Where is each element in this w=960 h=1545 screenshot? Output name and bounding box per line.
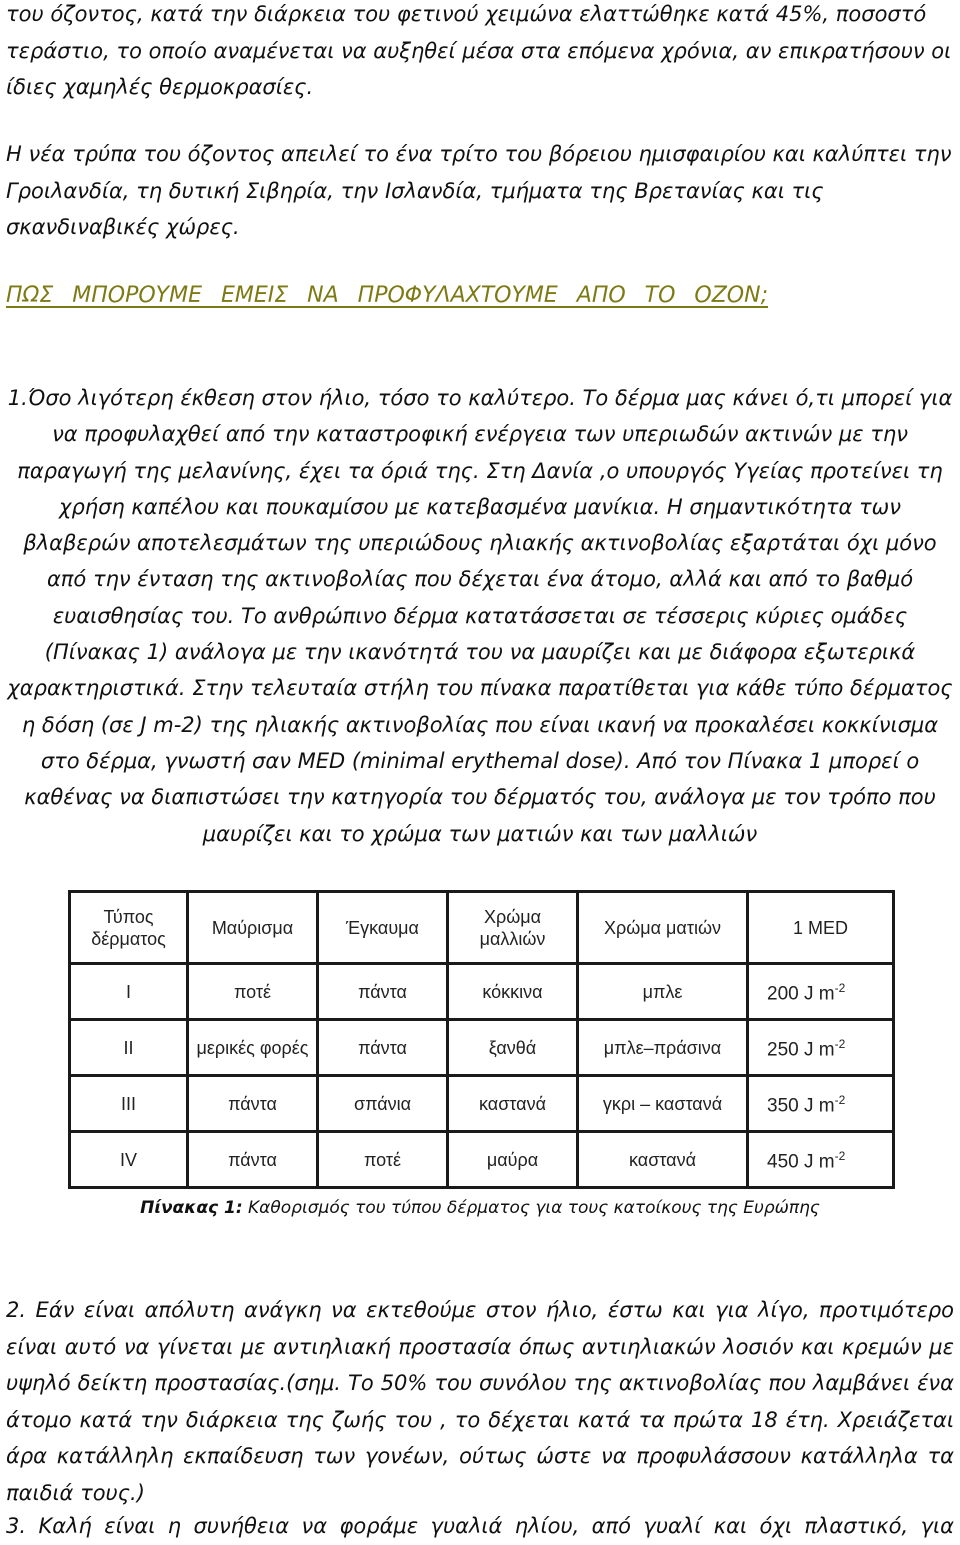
med-exponent: -2: [834, 1037, 846, 1052]
intro-paragraph-1: του όζοντος, κατά την διάρκεια του φετινού χειμώνα ελαττώθηκε κατά 45%, ποσοστό τεράστιο, το οποίο αναμένεται να αυξηθεί μέσα στα επόμενα χρόνια, αν επικρατήσουν οι ίδιες χαμηλές θερμοκρασίες.: [6, 2, 952, 99]
cell-hair-color: καστανά: [448, 1076, 578, 1132]
point-2-paragraph: 2. Εάν είναι απόλυτη ανάγκη να εκτεθούμε στον ήλιο, έστω και για λίγο, προτιμότερο είναι αυτό να γίνεται με αντιηλιακή προστασία όπως αντιηλιακών λοσιόν και κρεμών με υψηλό δείκτη προστασίας.(σημ. Το 50% του συνόλου της ακτινοβολίας που λαμβάνει ένα άτομο κατά την διάρκεια της ζωής του , το δέχεται κατά τα πρώτα 18 έτη. Χρειάζεται άρα κατάλληλη εκπαίδευση των γονέων, ούτως ώστε να προφυλάσσουν κατάλληλα τα παιδιά τους.): [6, 1298, 954, 1505]
med-exponent: -2: [834, 1093, 846, 1108]
med-value: 250 J m: [767, 1039, 835, 1061]
table-caption: [0, 1198, 960, 1218]
table-row: [70, 1132, 894, 1188]
cell-burn: ποτέ: [318, 1132, 448, 1188]
cell-hair-color: μαύρα: [448, 1132, 578, 1188]
cell-skin-type: II: [70, 1020, 188, 1076]
med-exponent: -2: [834, 1149, 846, 1164]
med-value: 350 J m: [767, 1095, 835, 1117]
header-skin-type: Τύπος δέρματος: [70, 892, 188, 964]
point-1-paragraph: 1.Όσο λιγότερη έκθεση στον ήλιο, τόσο το καλύτερο. Το δέρμα μας κάνει ό,τι μπορεί για να προφυλαχθεί από την καταστροφική ενέργεια των υπεριωδών ακτινών με την παραγωγή της μελανίνης, έχει τα όριά της. Στη Δανία ,ο υπουργός Υγείας προτείνει τη χρήση καπέλου και πουκαμίσου με κατεβασμένα μανίκια. Η σημαντικότητα των βλαβερών αποτελεσμάτων της υπεριώδους ηλιακής ακτινοβολίας εξαρτάται όχι μόνο από την ένταση της ακτινοβολίας που δέχεται ένα άτομο, αλλά και από το βαθμό ευαισθησίας του. Το ανθρώπινο δέρμα κατατάσσεται σε τέσσερις κύριες ομάδες (Πίνακας 1) ανάλογα με την ικανότητά του να μαυρίζει και με διάφορα εξωτερικά χαρακτηριστικά. Στην τελευταία στήλη του πίνακα παρατίθεται για κάθε τύπο δέρματος η δόση (σε J m-2) της ηλιακής ακτινοβολίας που είναι ικανή να προκαλέσει κοκκίνισμα στο δέρμα, γνωστή σαν MED (minimal erythemal dose). Από τον Πίνακα 1 μπορεί ο καθένας να διαπιστώσει την κατηγορία του δέρματός του, ανάλογα με τον τρόπο που μαυρίζει και το χρώμα των ματιών και των μαλλιών: [7, 386, 953, 846]
cell-eye-color: μπλε: [578, 964, 748, 1020]
cell-med: [748, 1020, 894, 1076]
table-row: [70, 964, 894, 1020]
cell-med: [748, 964, 894, 1020]
med-value: 200 J m: [767, 983, 835, 1005]
header-tanning: Μαύρισμα: [188, 892, 318, 964]
cell-med: [748, 1076, 894, 1132]
skin-type-table: [68, 890, 895, 1189]
cell-med: [748, 1132, 894, 1188]
cell-skin-type: IV: [70, 1132, 188, 1188]
header-med: 1 MED: [748, 892, 894, 964]
table-caption-text: Καθορισμός του τύπου δέρματος για τους κατοίκους της Ευρώπης: [242, 1198, 820, 1218]
header-eye-color: Χρώμα ματιών: [578, 892, 748, 964]
cell-tanning: πάντα: [188, 1132, 318, 1188]
cell-eye-color: γκρι – καστανά: [578, 1076, 748, 1132]
table-caption-label: Πίνακας 1:: [140, 1198, 243, 1218]
cell-hair-color: ξανθά: [448, 1020, 578, 1076]
table-header-row: [70, 892, 894, 964]
cell-tanning: πάντα: [188, 1076, 318, 1132]
cell-skin-type: I: [70, 964, 188, 1020]
med-value: 450 J m: [767, 1151, 835, 1173]
cell-skin-type: III: [70, 1076, 188, 1132]
med-exponent: -2: [834, 981, 846, 996]
header-hair-color: Χρώμα μαλλιών: [448, 892, 578, 964]
cell-eye-color: καστανά: [578, 1132, 748, 1188]
cell-burn: σπάνια: [318, 1076, 448, 1132]
point-3-paragraph: 3. Καλή είναι η συνήθεια να φοράμε γυαλιά ηλίου, από γυαλί και όχι πλαστικό, για: [6, 1514, 954, 1538]
cell-tanning: μερικές φορές: [188, 1020, 318, 1076]
skin-type-table-wrapper: [68, 890, 892, 1186]
cell-burn: πάντα: [318, 1020, 448, 1076]
section-heading: ΠΩΣ ΜΠΟΡΟΥΜΕ ΕΜΕΙΣ ΝΑ ΠΡΟΦΥΛΑΧΤΟΥΜΕ ΑΠΟ ΤΟ ΟΖΟΝ;: [6, 283, 768, 308]
cell-tanning: ποτέ: [188, 964, 318, 1020]
cell-eye-color: μπλε–πράσινα: [578, 1020, 748, 1076]
intro-paragraph-2: Η νέα τρύπα του όζοντος απειλεί το ένα τρίτο του βόρειου ημισφαιρίου και καλύπτει την Γροιλανδία, τη δυτική Σιβηρία, την Ισλανδία, τμήματα της Βρετανίας και τις σκανδιναβικές χώρες.: [6, 142, 952, 239]
table-row: [70, 1020, 894, 1076]
header-burn: Έγκαυμα: [318, 892, 448, 964]
cell-hair-color: κόκκινα: [448, 964, 578, 1020]
cell-burn: πάντα: [318, 964, 448, 1020]
table-row: [70, 1076, 894, 1132]
